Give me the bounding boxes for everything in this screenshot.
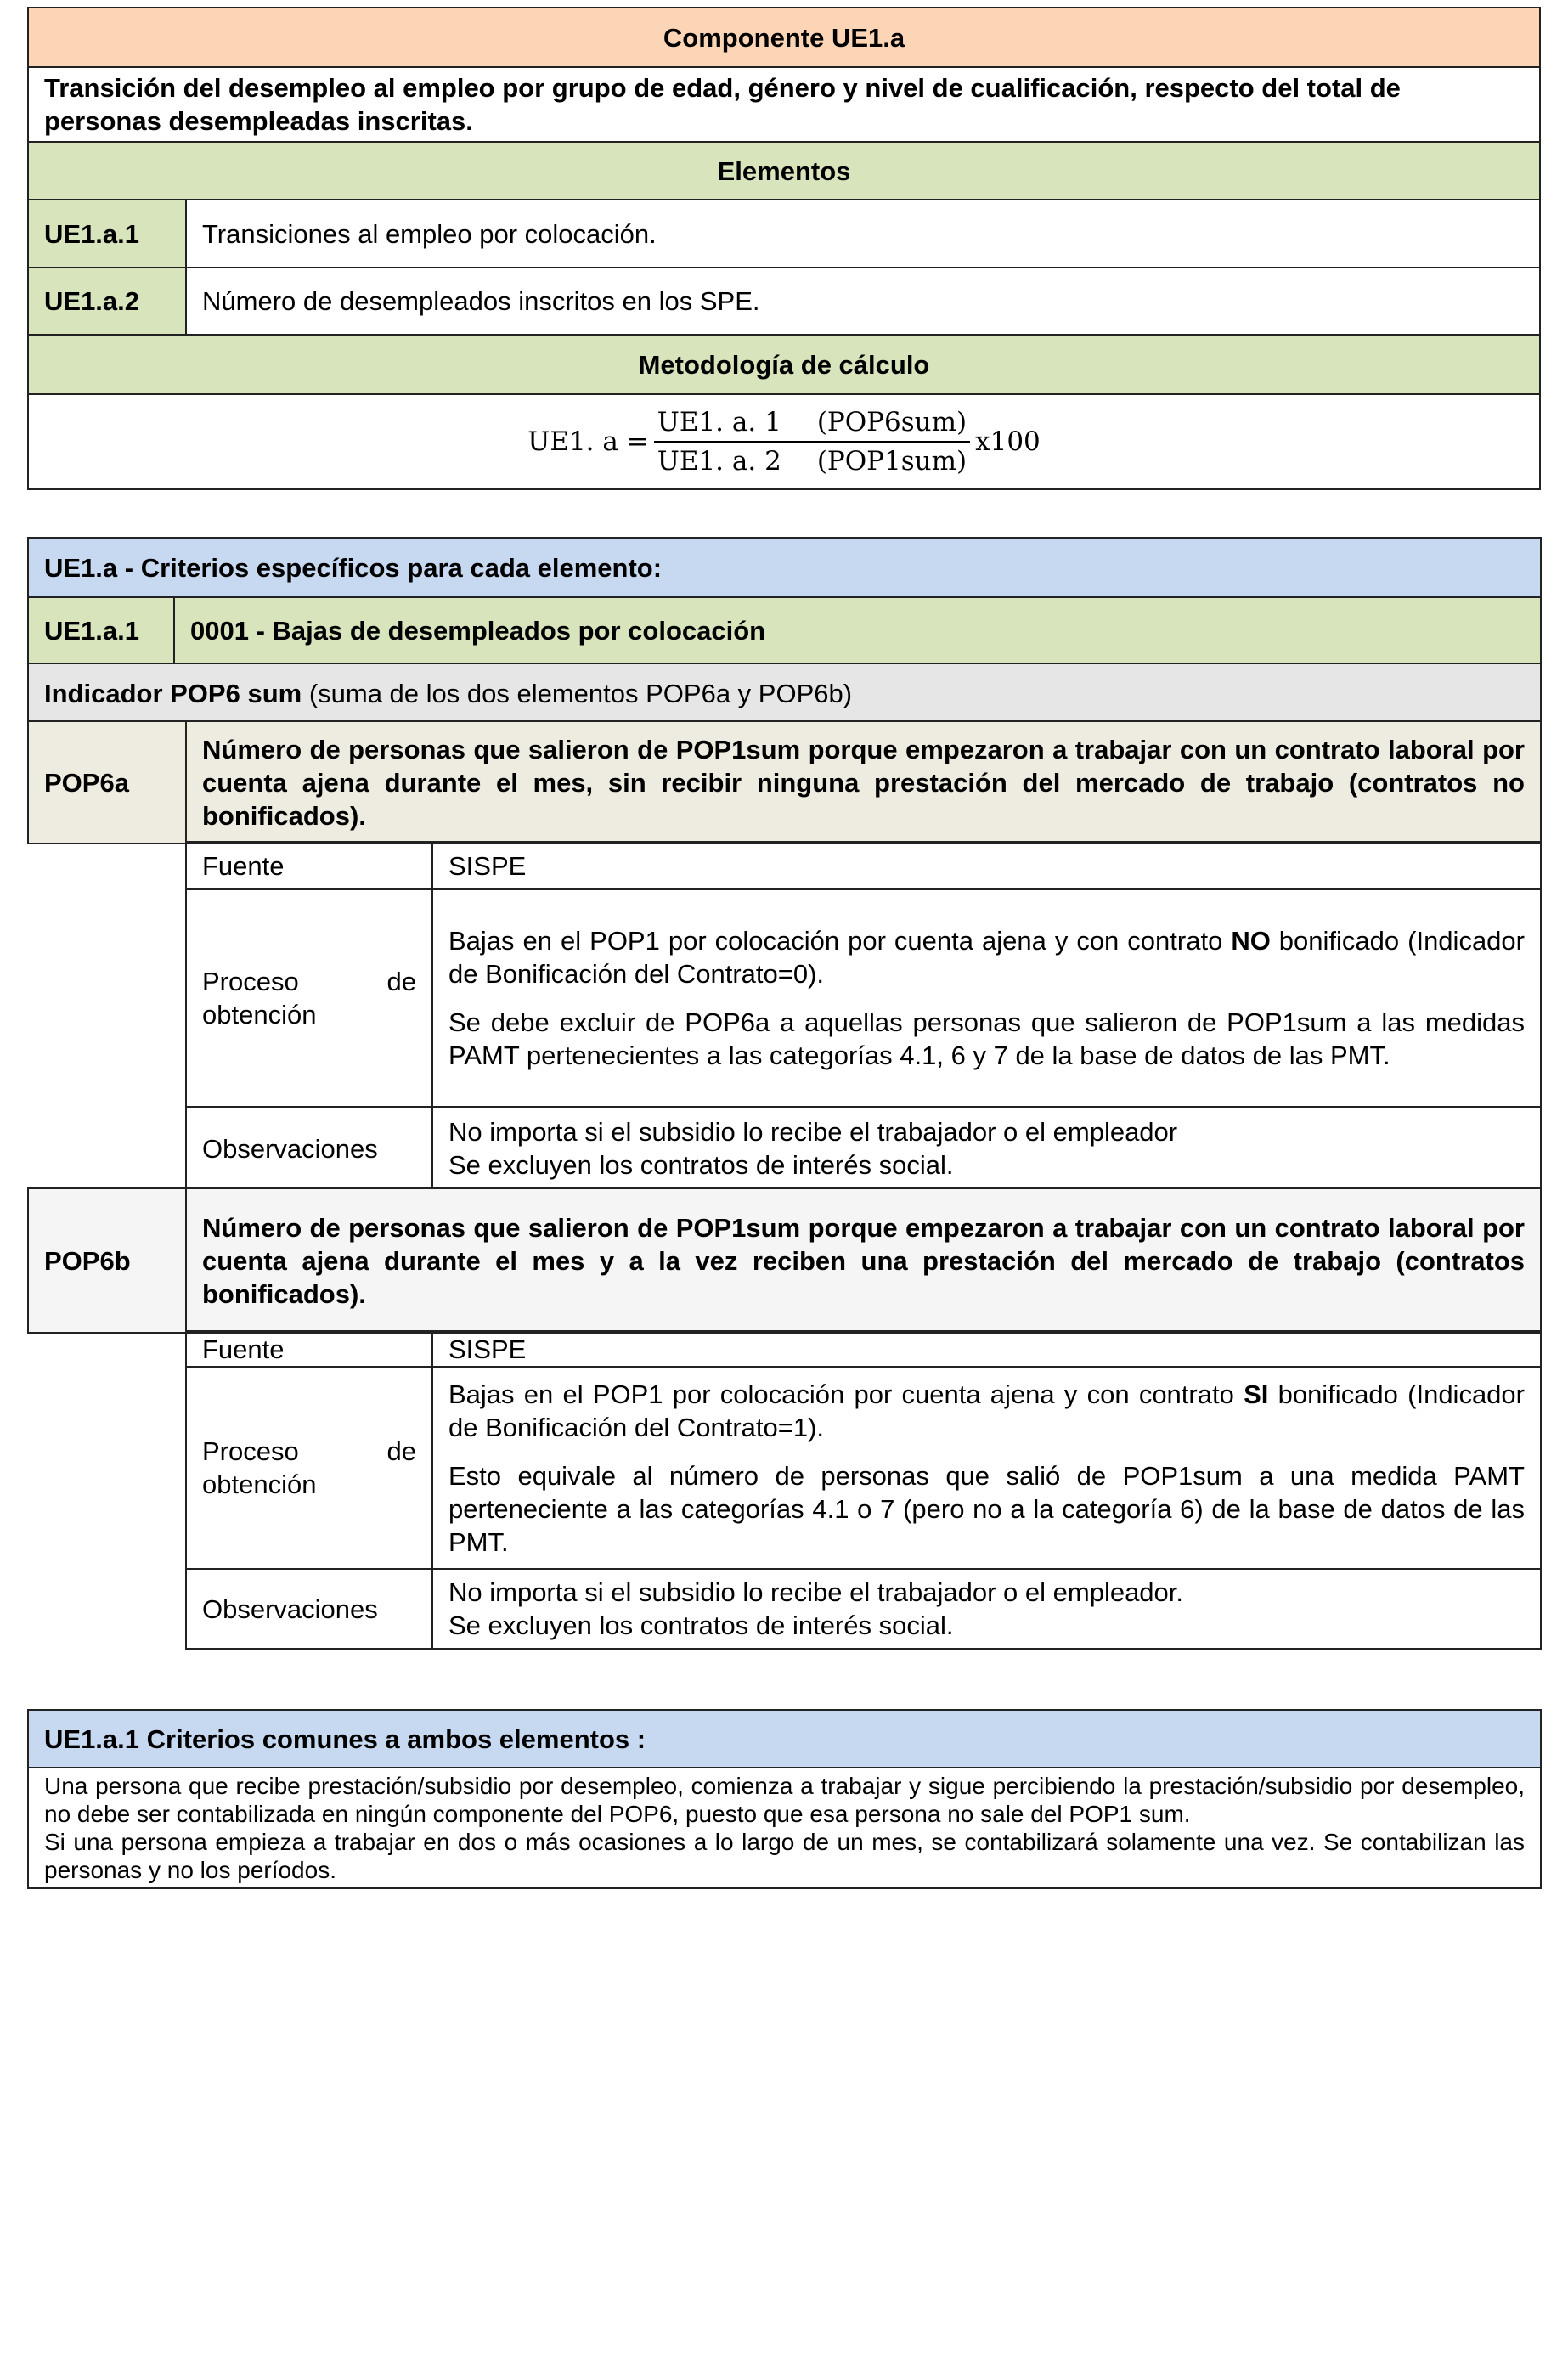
comunes-header: UE1.a.1 Criterios comunes a ambos elementos : (28, 1710, 1541, 1768)
formula-lhs: UE1. a = (527, 426, 649, 457)
elemento-text: Transiciones al empleo por colocación. (186, 200, 1540, 268)
componente-title: Componente UE1.a (28, 8, 1540, 67)
comunes-paragraph: Una persona que recibe prestación/subsidio por desempleo, comienza a trabajar y sigue percibiendo la prestación/subsidio por desempleo, no debe ser contabilizada en ningún componente del POP6, puesto que esa persona no sale del POP1 sum. (44, 1773, 1525, 1827)
fuente-value: SISPE (432, 1331, 1541, 1367)
formula-den-left: UE1. a. 2 (657, 446, 781, 477)
indicator-row (28, 663, 1541, 723)
elemento-text: Número de desempleados inscritos en los SPE. (186, 268, 1540, 335)
formula-num-right: (POP6sum) (816, 407, 967, 437)
indicator-rest: (suma de los dos elementos POP6a y POP6b) (302, 678, 853, 708)
observaciones-value: No importa si el subsidio lo recibe el trabajador o el empleador. Se excluyen los contratos de interés social. (432, 1569, 1541, 1649)
pop6a-code: POP6a (28, 721, 186, 843)
comunes-paragraph: Si una persona empieza a trabajar en dos o más ocasiones a lo largo de un mes, se contabilizará solamente una vez. Se contabilizan las personas y no los períodos. (44, 1829, 1525, 1883)
pop6b-details (185, 1330, 1542, 1650)
proceso-label: Proceso de obtención (186, 1367, 432, 1569)
pop6a-table (27, 720, 1542, 844)
observaciones-label: Observaciones (186, 1107, 432, 1190)
criterios-element-code: UE1.a.1 (28, 597, 174, 663)
formula-num-left: UE1. a. 1 (657, 407, 781, 437)
elemento-code: UE1.a.1 (28, 200, 186, 268)
proceso-value (432, 1367, 1541, 1569)
fuente-label: Fuente (186, 1331, 432, 1367)
elementos-header: Elementos (28, 142, 1540, 200)
criterios-table (27, 537, 1542, 724)
proceso-paragraph: Bajas en el POP1 por colocación por cuenta ajena y con contrato SI bonificado (Indicador de Bonificación del Contrato=1). (448, 1379, 1525, 1442)
proceso-paragraph: Se debe excluir de POP6a a aquellas personas que salieron de POP1sum a las medidas PAMT pertenecientes a las categorías 4.1, 6 y 7 de la base de datos de las PMT. (448, 1007, 1525, 1070)
proceso-label: Proceso de obtención (186, 889, 432, 1107)
fuente-label: Fuente (186, 842, 432, 889)
observaciones-label: Observaciones (186, 1569, 432, 1649)
metodologia-header: Metodología de cálculo (28, 335, 1540, 394)
pop6a-details (185, 841, 1542, 1191)
fuente-value: SISPE (432, 842, 1541, 889)
formula-den-right: (POP1sum) (816, 446, 967, 477)
formula-suffix: x100 (975, 426, 1041, 457)
pop6a-description: Número de personas que salieron de POP1sum porque empezaron a trabajar con un contrato laboral por cuenta ajena durante el mes, sin recibir ninguna prestación del mercado de trabajo (contratos no bonificados). (186, 721, 1541, 843)
criterios-header: UE1.a - Criterios específicos para cada elemento: (28, 538, 1541, 597)
proceso-paragraph: Esto equivale al número de personas que salió de POP1sum a una medida PAMT perteneciente a las categorías 4.1 o 7 (pero no a la categoría 6) de la base de datos de las PMT. (448, 1460, 1525, 1557)
observaciones-value: No importa si el subsidio lo recibe el trabajador o el empleador Se excluyen los contratos de interés social. (432, 1107, 1541, 1190)
comunes-table (27, 1709, 1542, 1889)
elemento-code: UE1.a.2 (28, 268, 186, 335)
criterios-element-title: 0001 - Bajas de desempleados por colocación (174, 597, 1541, 663)
formula (44, 403, 1524, 480)
componente-description: Transición del desempleo al empleo por grupo de edad, género y nivel de cualificación, respecto del total de personas desempleadas inscritas. (28, 67, 1540, 142)
formula-fraction (654, 403, 970, 480)
pop6b-description: Número de personas que salieron de POP1sum porque empezaron a trabajar con un contrato laboral por cuenta ajena durante el mes y a la vez reciben una prestación del mercado de trabajo (contratos bonificados). (186, 1188, 1541, 1333)
indicator-bold: Indicador POP6 sum (44, 678, 302, 708)
componente-table (27, 7, 1541, 490)
formula-cell (28, 394, 1540, 489)
pop6b-table (27, 1187, 1542, 1334)
comunes-body (28, 1768, 1541, 1888)
proceso-paragraph: Bajas en el POP1 por colocación por cuenta ajena y con contrato NO bonificado (Indicador de Bonificación del Contrato=0). (448, 926, 1525, 989)
pop6b-code: POP6b (28, 1188, 186, 1333)
proceso-value (432, 889, 1541, 1107)
